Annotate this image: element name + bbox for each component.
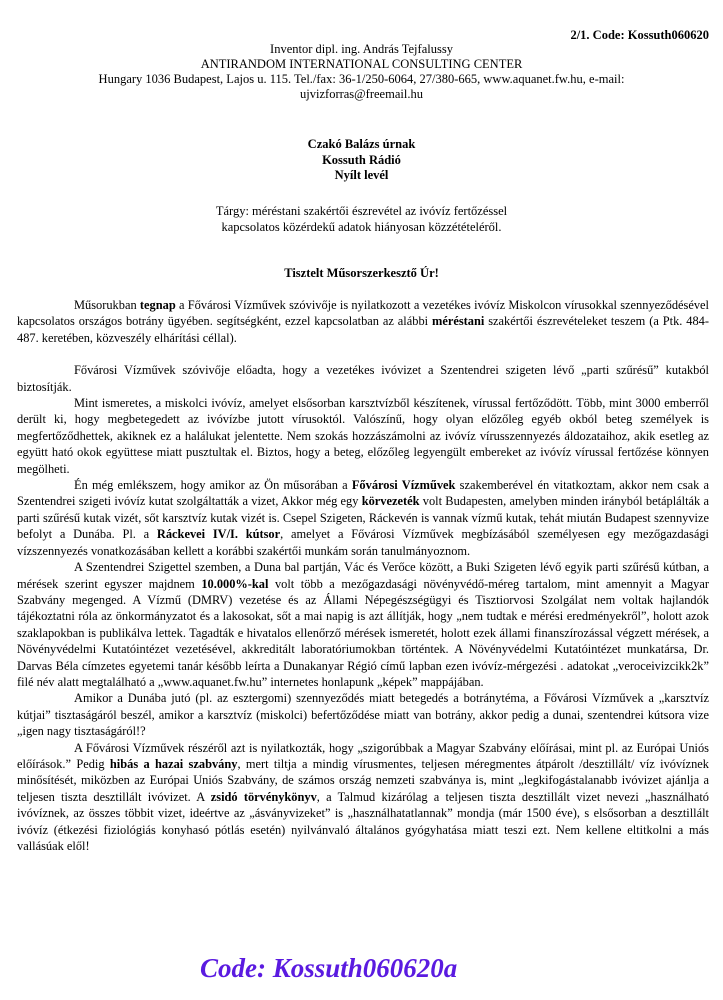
paragraph-2: Fővárosi Vízművek szóvivője előadta, hogy a vezetékes ivóvizet a Szentendrei szigeten lévő „parti szűrésű” kutakból biztosítják.: [17, 363, 709, 394]
text: volt Budapesten, amelyben minden irányból betáplálták a parti szűrésű kutak vizét, sőt karsztvíz kutak vizét is. Csepel Szigeten, Ráckevén is vannak vízmű kutak, tehát miután Budapest szennyvize befolyt a Dunába. Pl. a: [17, 494, 709, 542]
text: A Fővárosi Vízművek részéről azt is nyilatkozták, hogy „szigorúbbak a Magyar Szabvány előírásai, mint pl. az Európai Uniós előírások.” Pedig: [17, 740, 709, 771]
text: szakemberével én vitatkoztam, akkor nem csak a Szentendrei szigeti ivóvíz kutat szolgáltatták a vizet, Akkor még egy: [17, 478, 709, 509]
salutation: Tisztelt Műsorszerkesztő Úr!: [284, 266, 439, 280]
recipient-station: Kossuth Rádió: [322, 152, 401, 167]
text: Én még emlékszem, hogy amikor az Ön műsorában a: [74, 478, 352, 493]
emphasis: Ráckevei IV/I. kútsor: [156, 527, 281, 542]
subject-line-1: Tárgy: méréstani szakértői észrevétel az ivóvíz fertőzéssel: [215, 204, 508, 218]
paragraph-1: [17, 297, 709, 346]
text: volt több a mezőgazdasági növényvédő-méreg tartalom, mint amennyit a Magyar Szabvány megenged. A Vízmű (DMRV) vezetése és az Állami Népegészségügyi és Tisztiorvosi Szolgálat nem voltak hajlandók tájékoztatni róla az önkormányzatot és a lakosokat, sőt a mai napig is azt állítják, hogy „nem tudtak e mérési eredményekről”, holott azok szaklapokban is publikálva lettek. Tagadták e hivatalos ellenőrző mérések ismeretét, holott ezek állami finanszírozással végzett mérések, a Növényvédelmi Kutatóintézet vezetésével, akkreditált laboratóriumokban történtek. A Növényvédelmi Kutatóintézet munkatársa, Dr. Darvas Béla címzetes egyetemi tanár később leírta a Dunakanyar Régió című lapban ezen ivóvíz-mérgezési . adatokat „veroceivizcikk2k” filé név alatt megtalálható a „www.aquanet.fw.hu” internetes honlapunk „képek” mappájában.: [17, 576, 709, 689]
emphasis: zsidó törvénykönyv: [210, 789, 317, 804]
paragraph-7: [17, 740, 709, 855]
recipient-block: [0, 137, 723, 184]
footer-code: Code: Kossuth060620a: [200, 953, 458, 983]
paragraph-6: Amikor a Dunába jutó (pl. az esztergomi) szennyeződés miatt betegedés a botránytéma, a Fővárosi Vízművek a „karsztvíz kútjai” tisztaságáról beszél, amikor a karsztvíz (miskolci) befertőződése miatt van botrány, akkor pedig a dunai, szentendrei kútsora vize „igen nagy tisztaságáról!?: [17, 691, 709, 739]
emphasis: méréstani: [432, 314, 485, 329]
page-code: 2/1. Code: Kossuth060620: [570, 28, 709, 42]
emphasis: hibás a hazai szabvány: [109, 756, 238, 771]
sender-name: Inventor dipl. ing. András Tejfalussy: [270, 42, 453, 56]
sender-address: Hungary 1036 Budapest, Lajos u. 115. Tel./fax: 36-1/250-6064, 27/380-665, www.aquanet.fw.hu, e-mail:: [98, 72, 625, 86]
subject-block: [0, 203, 723, 235]
emphasis: Fővárosi Vízművek: [351, 478, 456, 493]
paragraph-5: [17, 559, 709, 690]
sender-organization: ANTIRANDOM INTERNATIONAL CONSULTING CENTER: [200, 57, 523, 71]
paragraph-3: Mint ismeretes, a miskolci ivóvíz, amelyet elsősorban karsztvízből készítenek, vírussal fertőződött. Több, mint 3000 emberről derült ki, hogy megbetegedett az ivóvízbe jutott vírusoktól. Valószínű, hogy olyan előzőleg egyéb okból beteg személyek is megfertőződhettek, akiknek ez a halálukat jelentette. Nem szokás hozzászámolni az ivóvíz vírusszennyezés áldozataihoz, akik esetleg az együtt ható okok együttese miatt pusztultak el. Biztos, hogy a beteg, előzőleg legyengült embereket az ivóvíz vírussal fertőzése könnyen megölheti.: [17, 396, 709, 476]
text: a Fővárosi Vízművek szóvivője is nyilatkozott a vezetékes ivóvíz Miskolcon vírusokkal szennyeződésével kapcsolatos országos botrány ügyében. segítségként, ezzel kapcsolatban az alábbi: [17, 298, 709, 329]
emphasis: tegnap: [139, 298, 176, 312]
text: A Szentendrei Szigettel szemben, a Duna bal partján, Vác és Verőce között, a Buki Szigeten lévő egyik parti szűrésű kútban, a mérések szerint egyszer majdnem: [17, 560, 709, 591]
text: szakértői észrevételeket teszem (a Ptk. 484-487. keretében, közveszély elhárítási céllal).: [17, 314, 709, 345]
text: , a Talmud kizárólag a teljesen tiszta desztillált vizet nevezi „használható ivóvíznek, az összes többit vizet, ideértve az „ásványvizeket” is „használhatatlannak” mondja (már 1500 éve), s elsősorban a desztillált ivóvíz (étkezési fiziológiás konyhasó pótlás esetén) nyilvánvaló általános gyógyhatása miatt teszi ezt. Nem kellene eltitkolni a más vallásúak elől!: [17, 789, 710, 853]
subject-line-2: kapcsolatos közérdekű adatok hiányosan közzétételéről.: [221, 220, 502, 234]
emphasis: 10.000%-kal: [201, 576, 269, 591]
paragraph-4: [17, 477, 709, 559]
letter-type: Nyílt levél: [334, 168, 389, 182]
letter-body: [17, 297, 709, 854]
text: , amelyet a Fővárosi Vízművek megbízásából személyesen egy mezőgazdasági vízszennyezés vonatkozásában kellett a korábbi szakértői munkám során tanulmányoznom.: [17, 527, 709, 558]
sender-email: ujvizforras@freemail.hu: [300, 87, 423, 101]
letterhead: [0, 42, 723, 102]
text: , mert tiltja a mindig vírusmentes, teljesen méregmentes átpárolt /desztillált/ víz ivóvíznek minősítését, miközben az Európai Uniós Szabvány, de számos ország nemzeti szabványa is, mint „legkifogástalanabb ivóvizet ajánlja a teljesen tiszta desztillált ivóvizet. A: [17, 756, 709, 804]
text: Műsorukban: [74, 298, 140, 312]
recipient-name: Czakó Balázs úrnak: [307, 137, 416, 151]
emphasis: körvezeték: [361, 494, 420, 509]
